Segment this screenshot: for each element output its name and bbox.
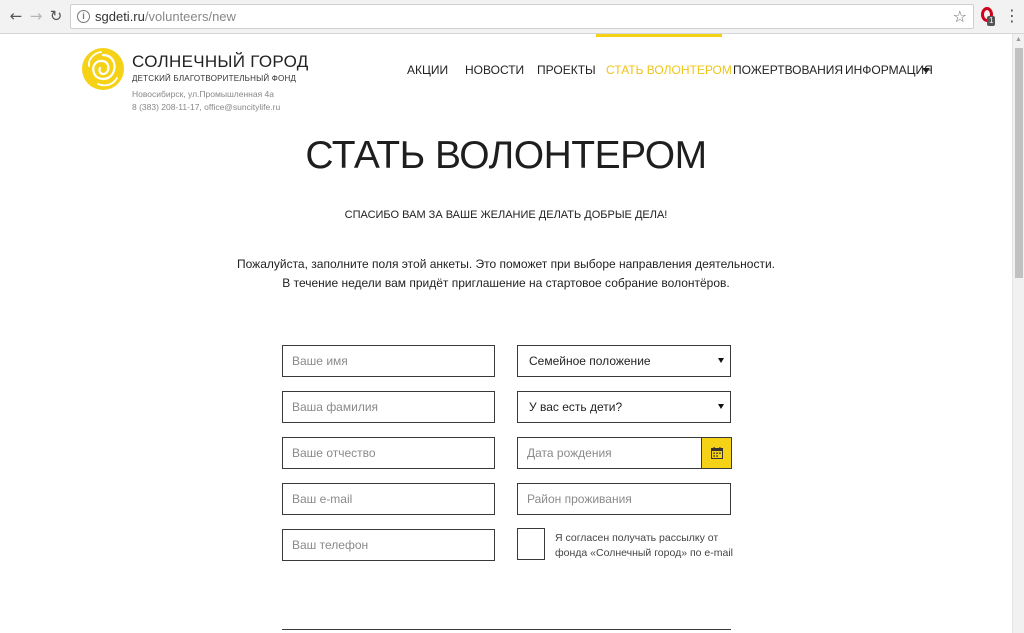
children-value: У вас есть дети?: [529, 400, 623, 414]
brand-subtitle: ДЕТСКИЙ БЛАГОТВОРИТЕЛЬНЫЙ ФОНД: [132, 74, 297, 83]
marital-status-value: Семейное положение: [529, 354, 651, 368]
nav-item-information[interactable]: ИНФОРМАЦИЯ: [845, 63, 933, 77]
patronymic-input[interactable]: [283, 438, 494, 468]
birth-date-field[interactable]: [517, 437, 731, 469]
calendar-button[interactable]: [701, 437, 732, 469]
email-field[interactable]: [282, 483, 495, 515]
consent-checkbox[interactable]: [517, 528, 545, 560]
nav-item-volunteer[interactable]: СТАТЬ ВОЛОНТЕРОМ: [606, 63, 732, 77]
marital-status-select[interactable]: [517, 345, 731, 377]
dropdown-arrow-icon: [718, 404, 724, 409]
page-scrollbar[interactable]: [1012, 34, 1024, 633]
url-host: sgdeti.ru: [95, 9, 145, 24]
brand-address: Новосибирск, ул.Промышленная 4а: [132, 89, 274, 99]
thanks-text: СПАСИБО ВАМ ЗА ВАШЕ ЖЕЛАНИЕ ДЕЛАТЬ ДОБРЫЕ ДЕЛА!: [344, 209, 668, 221]
district-input[interactable]: [518, 484, 730, 514]
patronymic-field[interactable]: [282, 437, 495, 469]
url-text[interactable]: [95, 9, 236, 24]
brand-contacts: 8 (383) 208-11-17, office@suncitylife.ru: [132, 102, 281, 112]
nav-item-donations[interactable]: ПОЖЕРТВОВАНИЯ: [733, 63, 844, 77]
url-path: /volunteers/new: [144, 9, 236, 24]
last-name-field[interactable]: [282, 391, 495, 423]
nav-item-projects[interactable]: ПРОЕКТЫ: [537, 63, 596, 77]
scroll-thumb[interactable]: [1015, 48, 1023, 278]
next-field-edge: [282, 629, 731, 633]
calendar-icon: [711, 447, 723, 459]
scroll-up-arrow-icon[interactable]: ▲: [1015, 36, 1022, 43]
browser-toolbar: [0, 0, 1024, 34]
first-name-input[interactable]: [283, 346, 494, 376]
address-bar[interactable]: [70, 4, 974, 29]
page-title: СТАТЬ ВОЛОНТЕРОМ: [305, 134, 707, 177]
sun-logo-icon[interactable]: [80, 46, 126, 92]
nav-item-actions[interactable]: АКЦИИ: [407, 63, 449, 77]
extension-badge: 1: [989, 16, 994, 25]
intro-text-line2: В течение недели вам придёт приглашение на стартовое собрание волонтёров.: [282, 276, 730, 290]
back-arrow-icon[interactable]: ←: [9, 7, 23, 25]
nav-item-news[interactable]: НОВОСТИ: [465, 63, 525, 77]
bookmark-star-icon[interactable]: ☆: [952, 7, 967, 26]
info-icon[interactable]: i: [77, 10, 90, 23]
email-input[interactable]: [283, 484, 494, 514]
chevron-down-icon[interactable]: [922, 68, 930, 73]
children-select[interactable]: [517, 391, 731, 423]
intro-text-line1: Пожалуйста, заполните поля этой анкеты. Это поможет при выборе направления деятельности.: [237, 257, 775, 271]
phone-field[interactable]: [282, 529, 495, 561]
district-field[interactable]: [517, 483, 731, 515]
browser-menu-icon[interactable]: ⋮: [1004, 6, 1020, 25]
last-name-input[interactable]: [283, 392, 494, 422]
opera-extension-icon[interactable]: [981, 7, 995, 25]
reload-icon[interactable]: ↻: [49, 7, 63, 25]
birth-date-input[interactable]: [518, 438, 700, 468]
first-name-field[interactable]: [282, 345, 495, 377]
dropdown-arrow-icon: [718, 358, 724, 363]
phone-input[interactable]: [283, 530, 494, 560]
brand-title[interactable]: СОЛНЕЧНЫЙ ГОРОД: [132, 52, 309, 71]
forward-arrow-icon[interactable]: →: [29, 7, 43, 25]
nav-active-indicator: [596, 34, 722, 37]
consent-label[interactable]: Я согласен получать рассылку от фонда «Солнечный город» по e-mail: [555, 532, 734, 559]
